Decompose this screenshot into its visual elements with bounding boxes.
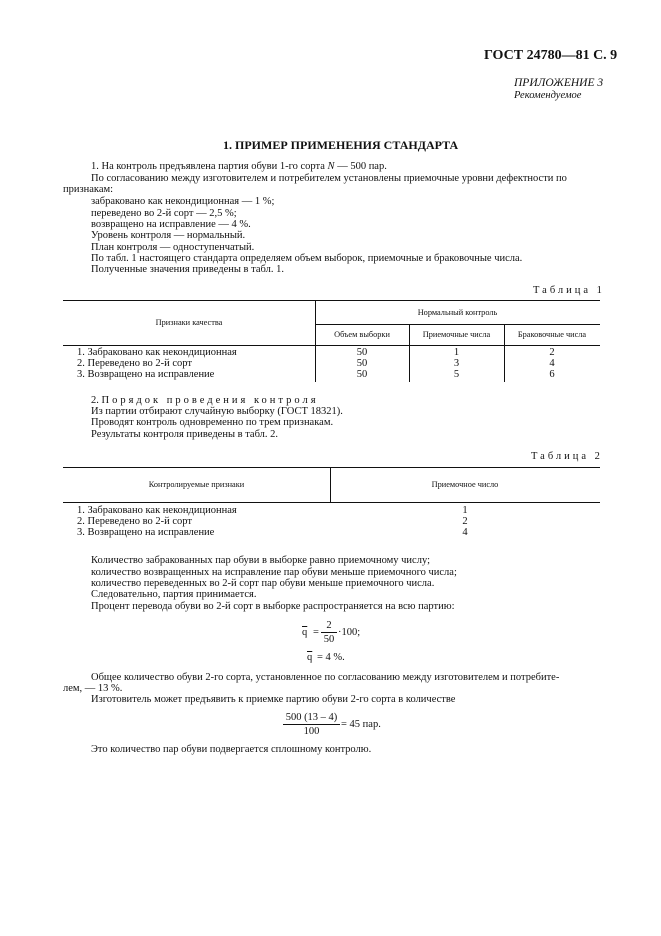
table1-row1-feature: 1. Забраковано как некондиционная: [77, 347, 237, 358]
table1-header-bottom: [63, 345, 600, 346]
formula3-numerator: 500 (13 – 4): [285, 712, 338, 723]
intro-paragraph-2-line1: По согласованию между изготовителем и потребителем установлены приемочные уровни дефектности по: [91, 173, 567, 184]
table2-row1-accept: 1: [462, 505, 468, 516]
appendix-label: ПРИЛОЖЕНИЕ 3: [514, 77, 604, 89]
result-returned: количество возвращенных на исправление пар обуви меньше приемочного числа;: [91, 567, 457, 578]
table2-header-bottom: [63, 502, 600, 503]
recommended-label: Рекомендуемое: [514, 90, 582, 101]
procedure-heading: Порядок проведения контроля: [101, 395, 319, 406]
table1-row1-reject: 2: [549, 347, 555, 358]
conclusion-line3: Изготовитель может предъявить к приемке партию обуви 2-го сорта в количестве: [91, 694, 456, 705]
table1-row2-sample: 50: [356, 358, 368, 369]
procedure-simultaneous: Проводят контроль одновременно по трем признакам.: [91, 417, 334, 428]
document-code: ГОСТ 24780—81 С. 9: [484, 48, 618, 63]
formula3-fraction: [283, 712, 340, 737]
table2-col-features: Контролируемые признаки: [148, 480, 245, 489]
table2-row2-feature: 2. Переведено во 2-й сорт: [77, 516, 192, 527]
level-returned: возвращено на исправление — 4 %.: [91, 219, 251, 230]
formula3-denominator: 100: [303, 726, 320, 737]
procedure-title: [91, 395, 319, 406]
formula3-tail: = 45 пар.: [341, 719, 381, 730]
conclusion-line2: лем, — 13 %.: [63, 683, 123, 694]
table1-group-header: Нормальный контроль: [417, 308, 498, 317]
control-plan: План контроля — одноступенчатый.: [91, 242, 255, 253]
table2-row3-feature: 3. Возвращено на исправление: [77, 527, 215, 538]
formula2-q: $\overline{q}$: [307, 652, 313, 663]
procedure-results-ref: Результаты контроля приведены в табл. 2.: [91, 429, 279, 440]
formula1-q: $\overline{q}$: [302, 627, 308, 638]
formula2-rest: = 4 %.: [317, 652, 345, 663]
section-title: 1. ПРИМЕР ПРИМЕНЕНИЯ СТАНДАРТА: [223, 138, 459, 152]
table1-top-border: [63, 300, 600, 301]
table2-col-accept: Приемочное число: [431, 480, 499, 489]
table1-row3-accept: 5: [453, 369, 460, 380]
table1-row3-sample: 50: [356, 369, 368, 380]
table1-row1-sample: 50: [356, 347, 368, 358]
result-accepted: Следовательно, партия принимается.: [91, 589, 257, 600]
level-downgraded: переведено во 2-й сорт — 2,5 %;: [91, 208, 237, 219]
formula1-fraction-bar: [321, 632, 337, 633]
table2-top-border: [63, 467, 600, 468]
formula1-fraction: [321, 620, 337, 645]
result-rejected: Количество забракованных пар обуви в выборке равно приемочному числу;: [91, 555, 430, 566]
formula1-denominator: 50: [323, 634, 335, 645]
conclusion-line1: Общее количество обуви 2-го сорта, установленное по согласованию между изготовителем и потребите-: [91, 672, 560, 683]
table1-col-accept: Приемочные числа: [422, 330, 491, 339]
table1-row3-reject: 6: [549, 369, 555, 380]
formula1-tail: ·100;: [338, 627, 361, 638]
procedure-number: 2.: [91, 395, 99, 406]
table1-col-reject: Браковочные числа: [517, 330, 587, 339]
level-rejected: забраковано как некондиционная — 1 %;: [91, 196, 275, 207]
intro-p1-n: N: [327, 161, 335, 172]
table2-row3-accept: 4: [462, 527, 468, 538]
table2-row2-accept: 2: [462, 516, 468, 527]
control-level: Уровень контроля — нормальный.: [91, 230, 246, 241]
table2-caption: Таблица 2: [531, 451, 603, 462]
table1-col-sample: Объем выборки: [334, 330, 390, 339]
values-note: Полученные значения приведены в табл. 1.: [91, 264, 284, 275]
procedure-sampling: Из партии отбирают случайную выборку (ГОСТ 18321).: [91, 406, 343, 417]
final-statement: Это количество пар обуви подвергается сплошному контролю.: [91, 744, 372, 755]
table1-row1-accept: 1: [453, 347, 460, 358]
table1-row3-feature: 3. Возвращено на исправление: [77, 369, 215, 380]
formula3-fraction-bar: [283, 724, 340, 725]
table1-row2-feature: 2. Переведено во 2-й сорт: [77, 358, 192, 369]
intro-paragraph-1: [91, 161, 387, 172]
table-reference: По табл. 1 настоящего стандарта определяем объем выборок, приемочные и браковочные числа.: [91, 253, 523, 264]
table1-row2-reject: 4: [549, 358, 555, 369]
intro-paragraph-2-line2: признакам:: [63, 184, 114, 195]
table1-col-features: Признаки качества: [155, 318, 223, 327]
table1-caption: Таблица 1: [533, 285, 605, 296]
result-percentage-note: Процент перевода обуви во 2-й сорт в выборке распространяется на всю партию:: [91, 601, 455, 612]
table2-row1-feature: 1. Забраковано как некондиционная: [77, 505, 237, 516]
formula1-numerator: 2: [326, 620, 332, 631]
intro-p1-end: — 500 пар.: [334, 161, 387, 172]
intro-p1-start: 1. На контроль предъявлена партия обуви 1-го сорта: [91, 161, 328, 172]
table1-group-divider: [315, 324, 600, 325]
formula1-eq: =: [313, 627, 319, 638]
result-downgraded: количество переведенных во 2-й сорт пар обуви меньше приемочного числа.: [91, 578, 435, 589]
table1-row2-accept: 3: [453, 358, 460, 369]
